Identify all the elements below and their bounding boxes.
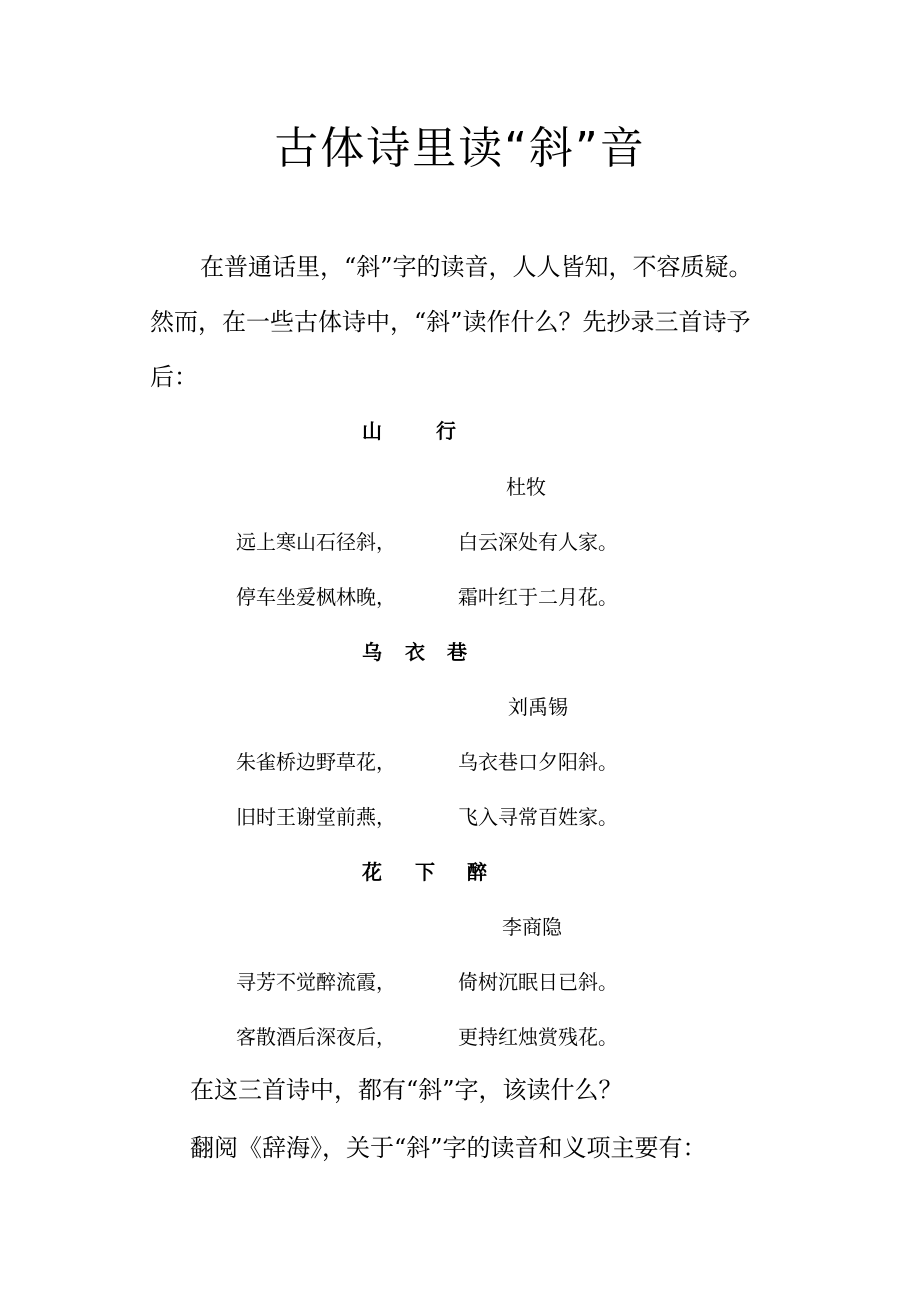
poem-line-left: 寻芳不觉醉流霞， xyxy=(236,970,396,994)
poem-line-left: 远上寒山石径斜， xyxy=(236,530,396,554)
poem-title-char: 下 xyxy=(415,860,435,884)
poem-line-right: 霜叶红于二月花。 xyxy=(458,585,618,609)
intro-paragraph-line-2: 然而，在一些古体诗中，“斜”读作什么？先抄录三首诗予 xyxy=(150,308,751,336)
poem-title-char: 巷 xyxy=(447,640,467,664)
poem-line-left: 朱雀桥边野草花， xyxy=(236,750,396,774)
poem-line-right: 飞入寻常百姓家。 xyxy=(458,805,618,829)
poem-line-right: 倚树沉眠日已斜。 xyxy=(458,970,618,994)
poem-title-char: 衣 xyxy=(405,640,425,664)
poem-author: 李商隐 xyxy=(502,915,562,939)
intro-paragraph-line-3: 后： xyxy=(150,363,198,391)
closing-paragraph-line-2: 翻阅《辞海》，关于“斜”字的读音和义项主要有： xyxy=(190,1134,707,1162)
poem-line-right: 乌衣巷口夕阳斜。 xyxy=(458,750,618,774)
document-title: 古体诗里读“斜”音 xyxy=(274,123,646,174)
poem-title-char: 花 xyxy=(362,860,382,884)
poem-title-char: 行 xyxy=(436,419,456,443)
closing-paragraph-line-1: 在这三首诗中，都有“斜”字，该读什么？ xyxy=(190,1076,623,1104)
poem-line-left: 停车坐爱枫林晚， xyxy=(236,585,396,609)
intro-paragraph-line-1: 在普通话里，“斜”字的读音，人人皆知，不容质疑。 xyxy=(200,253,753,281)
poem-author: 刘禹锡 xyxy=(508,695,568,719)
poem-title-char: 山 xyxy=(362,419,382,443)
poem-line-left: 客散酒后深夜后， xyxy=(236,1025,396,1049)
poem-line-left: 旧时王谢堂前燕， xyxy=(236,805,396,829)
poem-title-char: 乌 xyxy=(362,640,382,664)
poem-line-right: 更持红烛赏残花。 xyxy=(458,1025,618,1049)
poem-line-right: 白云深处有人家。 xyxy=(458,530,618,554)
poem-title-char: 醉 xyxy=(467,860,487,884)
poem-author: 杜牧 xyxy=(506,475,546,499)
